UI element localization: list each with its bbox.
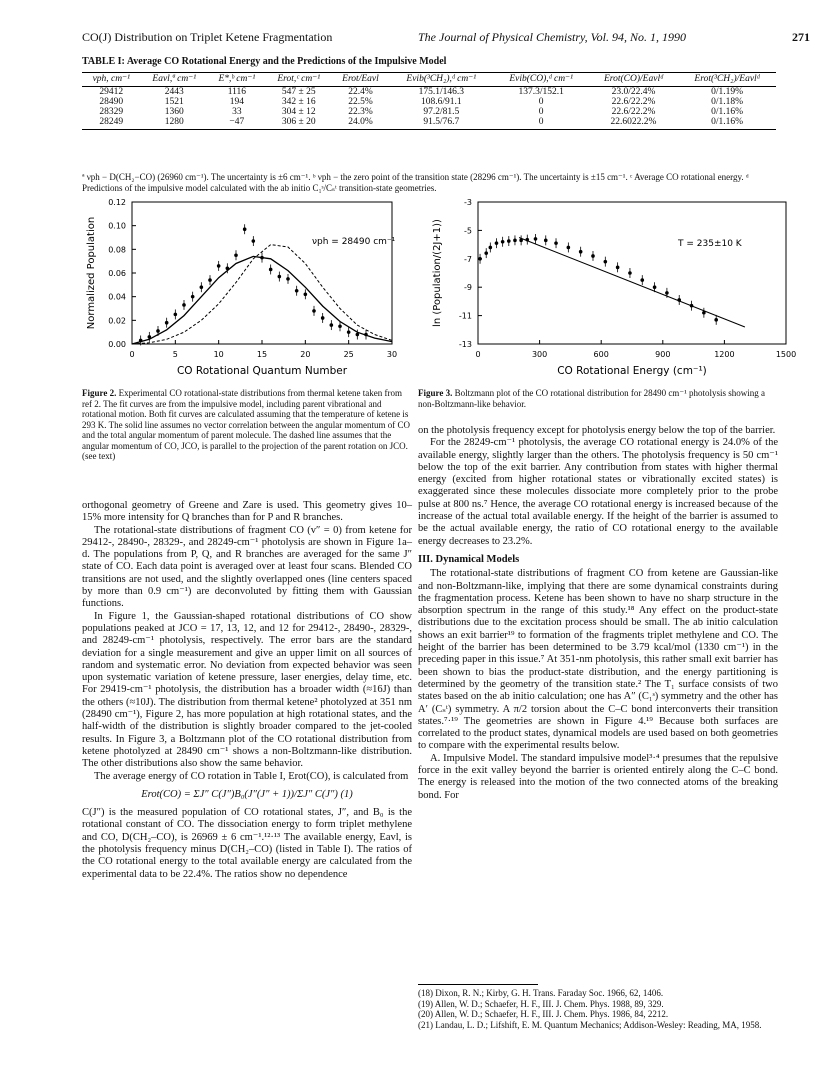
- table-header-cell: νph, cm⁻¹: [82, 73, 141, 87]
- table-cell: 22.3%: [348, 107, 373, 117]
- table-row: [82, 87, 776, 98]
- table-cell: 1116: [227, 87, 246, 97]
- y-tick-label: 0.04: [108, 292, 126, 302]
- table-cell: 1521: [164, 97, 184, 107]
- y-tick-label: 0.00: [108, 340, 126, 349]
- table-header-cell: Evib(³CH₂),ᵈ cm⁻¹: [389, 73, 493, 87]
- paragraph: C(J″) is the measured population of CO rotational states, J″, and B₀ is the rotational constant of CO. The dissociation energy to form triplet methylene and CO, D(CH₂–CO), is 26969 ± 6 cm⁻¹.¹²·¹³ The available energy, Eavl, is the photolysis frequency minus D(CH₂–CO) (listed in Table I). The ratios of the CO rotational energy to the total available energy are calculated from the experimental data to be 22.4%. The ratios show no dependence: [82, 807, 412, 880]
- table-header-cell: Erot,ᶜ cm⁻¹: [266, 73, 332, 87]
- table-cell: 547 ± 25: [281, 87, 316, 97]
- y-tick-label: -5: [464, 226, 472, 236]
- table-cell: 175.1/146.3: [418, 87, 464, 97]
- table-cell: 28329: [99, 107, 124, 117]
- table-cell: 342 ± 16: [281, 97, 316, 107]
- table-cell: 108.6/91.1: [420, 97, 462, 107]
- table-header-cell: Erot/Eavl: [332, 73, 389, 87]
- x-axis-label: CO Rotational Quantum Number: [176, 365, 348, 377]
- table-row: [82, 97, 776, 107]
- table-cell: 28490: [99, 97, 124, 107]
- plot-frame: [478, 202, 786, 344]
- boltzmann-fit-line: [519, 238, 745, 328]
- table-cell: 194: [229, 97, 244, 107]
- table-header-cell: E*,ᵇ cm⁻¹: [208, 73, 266, 87]
- table-cell: 1360: [164, 107, 184, 117]
- paragraph: A. Impulsive Model. The standard impulsive model³·⁴ presumes that the repulsive force in the exit valley beyond the barrier is oriented entirely along the C–C bond. The energy is released into the motion of the two connected atoms of the breaking bond. For: [418, 752, 778, 801]
- table-caption: TABLE I: Average CO Rotational Energy and the Predictions of the Impulsive Model: [82, 56, 447, 67]
- x-tick-label: 15: [256, 350, 268, 359]
- table-cell: 304 ± 12: [281, 107, 316, 117]
- figure-3-caption: [418, 388, 778, 409]
- table-cell: 0/1.16%: [678, 117, 776, 130]
- paragraph: orthogonal geometry of Greene and Zare is used. This geometry gives 10–15% more intensity for Q branches than for P and R branches.: [82, 500, 412, 524]
- equation-1: Erot(CO) = ΣJ″ C(J″)B₀(J″(J″ + 1))/ΣJ″ C(J″) (1): [141, 788, 353, 800]
- paragraph: The average energy of CO rotation in Table I, Erot(CO), is calculated from: [94, 770, 409, 782]
- y-tick-label: 0.08: [108, 245, 126, 255]
- table-cell: 306 ± 20: [266, 117, 332, 130]
- figure-3-plot: [428, 196, 798, 386]
- x-tick-label: 0: [475, 350, 481, 359]
- paragraph: For the 28249-cm⁻¹ photolysis, the average CO rotational energy is 24.0% of the available energy, slightly larger than the others. The photolysis frequency is 50 cm⁻¹ below the top of the exit barrier. Any contribution from states with higher thermal energy (excited from higher rotational states or vibrationally excited states) is exaggerated since these molecules dissociate more completely prior to the probe pulse at 800 ns.⁷ Hence, the average CO rotational energy is increased because of the increase of the actual total available energy. If the height of the barrier is assumed to be the actual available energy, the ratio of CO rotational energy to the available energy decreases to 23.2%.: [418, 437, 778, 547]
- table-1: [82, 72, 776, 130]
- table-cell: 0/1.18%: [711, 97, 743, 107]
- table-cell: 0/1.16%: [711, 107, 743, 117]
- y-tick-label: -11: [458, 311, 472, 321]
- y-axis-label: ln (Population/(2J+1)): [432, 219, 443, 327]
- figure-2-caption: [82, 388, 412, 462]
- table-cell: 137.3/152.1: [518, 87, 564, 97]
- x-tick-label: 10: [213, 350, 224, 359]
- figure-3-label: Figure 3.: [418, 388, 453, 398]
- page-number: 271: [792, 30, 810, 44]
- x-tick-label: 300: [531, 350, 548, 359]
- table-cell: 0: [493, 117, 589, 130]
- y-tick-label: -13: [458, 340, 472, 349]
- table-cell: 22.4%: [348, 87, 373, 97]
- running-head-left: CO(J) Distribution on Triplet Ketene Fragmentation: [82, 30, 333, 44]
- y-tick-label: -9: [464, 283, 472, 293]
- table-cell: −47: [208, 117, 266, 130]
- table-cell: 29412: [99, 87, 124, 97]
- figure-2: [62, 196, 412, 386]
- x-tick-label: 25: [343, 350, 354, 359]
- table-cell: 1280: [141, 117, 208, 130]
- fit-curve-solid: [132, 256, 392, 344]
- y-tick-label: -7: [464, 254, 472, 264]
- left-column: [82, 500, 412, 881]
- x-axis-label: CO Rotational Energy (cm⁻¹): [557, 365, 707, 377]
- x-tick-label: 1200: [714, 350, 735, 359]
- y-tick-label: 0.10: [108, 221, 126, 231]
- paragraph: The rotational-state distributions of fragment CO from ketene are Gaussian-like and non-Boltzmann-like, implying that there are some dynamical constraints during the fragmentation process. Ketene has been shown to have no sharp structure in the absorption spectrum in the range of this study.¹⁸ Any effect on the product-state distributions due to the excitation process should be small. The ab initio calculation shows an exit barrier¹⁹ to formation of the fragments triplet methylene and CO. The height of the barrier has been determined to be 3.79 kcal/mol (1330 cm⁻¹) in the preceding paper in this issue.⁷ At 351-nm photolysis, this rather small exit barrier has been shown to bias the product-state distribution, and the energy partitioning is determined by the geometry of the transition state.² The T₁ surface consists of two states based on the ab initio calculation; one has A″ (C₁ˢ) symmetry and the other has A′ (Cₛᵗ) symmetry. A π/2 torsion about the C–C bond interconverts their transition states.⁷·¹⁹ The geometries are shown in Figure 4.¹⁹ Because both surfaces are correlated to the product states, dynamical models are used based on both geometries to compare with the experimental results below.: [418, 568, 778, 752]
- running-head-right: The Journal of Physical Chemistry, Vol. 94, No. 1, 1990: [418, 30, 686, 44]
- paragraph: on the photolysis frequency except for photolysis energy below the top of the barrier.: [418, 425, 776, 436]
- references-rule: [418, 984, 538, 985]
- table-cell: 97.2/81.5: [423, 107, 460, 117]
- table-cell: 23.0/22.4%: [611, 87, 656, 97]
- plot-annotation: νph = 28490 cm⁻¹: [312, 237, 396, 247]
- table-cell: 24.0%: [332, 117, 389, 130]
- table-cell: 22.6022.2%: [589, 117, 678, 130]
- table-cell: 22.5%: [348, 97, 373, 107]
- plot-annotation: T = 235±10 K: [678, 239, 742, 249]
- figure-2-caption-text: Experimental CO rotational-state distributions from thermal ketene taken from ref 2. The fit curves are from the impulsive model, including parent vibrational and rotational motion. Both fit curves are calculated assuming that the temperature of ketene is 293 K. The solid line assumes no vector correlation between the angular momentum of CO and the total angular momentum of parent molecule. The dashed line assumes that the angular momentum of CO, JCO, is parallel to the projection of the parent rotation on JCO. (see text): [82, 388, 411, 461]
- table-cell: 33: [232, 107, 242, 117]
- x-tick-label: 1500: [775, 350, 797, 359]
- paragraph: In Figure 1, the Gaussian-shaped rotational distributions of CO show populations peaked at JCO = 17, 13, 12, and 12 for 29412-, 28490-, 28329-, and 28249-cm⁻¹ photolysis, respectively. The error bars are the standard deviation for a single measurement and give an upper limit on all sources of random and systematic error. No deviation from expected behavior was seen upon systematic variation of ketene pressure, laser energies, delay time, etc. For 29419-cm⁻¹ photolysis, the distribution has a broader width (≈16J) than the others (≈10J). The distribution from thermal ketene² photolyzed at 351 nm (28490 cm⁻¹), Figure 2, has more population at high rotational states, and the half-width of the distribution is slightly broader compared to the jet-cooled results. In Figure 3, a Boltzmann plot of the CO rotational distribution from ketene photolyzed at 28490 cm⁻¹ shows a non-Boltzmann-like distribution. The other distributions also show the same behavior.: [82, 610, 412, 770]
- table-header-row: [82, 73, 776, 87]
- table-header-cell: Erot(CO)/Eavlᵈ: [589, 73, 678, 87]
- table-cell: 22.6/22.2%: [611, 97, 656, 107]
- table-header-cell: Evib(CO),ᵈ cm⁻¹: [493, 73, 589, 87]
- plot-frame: [132, 202, 392, 344]
- table-cell: 0: [538, 97, 544, 107]
- x-tick-label: 30: [386, 350, 398, 359]
- table-row: [82, 117, 776, 130]
- table-header-cell: Eavl,ª cm⁻¹: [141, 73, 208, 87]
- reference-item: (21) Landau, L. D.; Lifshift, E. M. Quantum Mechanics; Addison-Wesley: Reading, MA, 1958.: [418, 1019, 762, 1030]
- table-body: [82, 87, 776, 130]
- y-tick-label: 0.02: [108, 316, 126, 326]
- reference-item: (20) Allen, W. D.; Schaefer, H. F., III. J. Chem. Phys. 1986, 84, 2212.: [418, 1009, 669, 1019]
- table-cell: 0/1.19%: [711, 87, 743, 97]
- table-cell: 91.5/76.7: [389, 117, 493, 130]
- table-header-cell: Erot(³CH₂)/Eavlᵈ: [678, 73, 776, 87]
- reference-item: (18) Dixon, R. N.; Kirby, G. H. Trans. Faraday Soc. 1966, 62, 1406.: [418, 988, 664, 998]
- x-tick-label: 0: [129, 350, 135, 359]
- y-tick-label: 0.12: [108, 198, 126, 207]
- y-tick-label: 0.06: [108, 269, 126, 278]
- table-cell: 28249: [82, 117, 141, 130]
- x-tick-label: 600: [593, 350, 609, 359]
- reference-item: (19) Allen, W. D.; Schaefer, H. F., III. J. Chem. Phys. 1988, 89, 329.: [418, 998, 664, 1009]
- table-cell: 22.6/22.2%: [611, 107, 656, 117]
- x-tick-label: 20: [300, 350, 311, 359]
- x-tick-label: 900: [655, 350, 671, 359]
- table-cell: 2443: [164, 87, 184, 97]
- references: [418, 988, 778, 1030]
- y-tick-label: -3: [464, 198, 472, 207]
- x-tick-label: 5: [172, 350, 178, 359]
- table-footnote: ª νph − D(CH₂−CO) (26960 cm⁻¹). The uncertainty is ±6 cm⁻¹. ᵇ νph − the zero point of the transition state (28296 cm⁻¹). The uncertainty is ±15 cm⁻¹. ᶜ Average CO rotational energy. ᵈ Predictions of the impulsive model calculated with the ab initio C₁ˢ/Cₛᵗ transition-state geometries.: [82, 172, 749, 193]
- figure-3: [428, 196, 798, 386]
- figure-2-plot: [62, 196, 412, 386]
- table-cell: 0: [538, 107, 544, 117]
- paragraph: The rotational-state distributions of fragment CO (v″ = 0) from ketene for 29412-, 28490-, 28329-, and 28249-cm⁻¹ photolysis are shown in Figure 1a–d. The populations from P, Q, and R branches are averaged for the same J″ state of CO. Each data point is averaged over at least four scans. Blended CO transitions are not used, and the slightly overlapped ones (line centers spaced by more than 0.9 cm⁻¹) are deconvoluted by fitting them with Gaussian functions.: [82, 524, 412, 610]
- figure-2-label: Figure 2.: [82, 388, 117, 398]
- section-heading: III. Dynamical Models: [418, 553, 520, 565]
- figure-3-caption-text: Boltzmann plot of the CO rotational distribution for 28490 cm⁻¹ photolysis showing a non-Boltzmann-like behavior.: [418, 388, 766, 409]
- right-column: [418, 425, 778, 802]
- table-row: [82, 107, 776, 117]
- y-axis-label: Normalized Population: [86, 216, 97, 330]
